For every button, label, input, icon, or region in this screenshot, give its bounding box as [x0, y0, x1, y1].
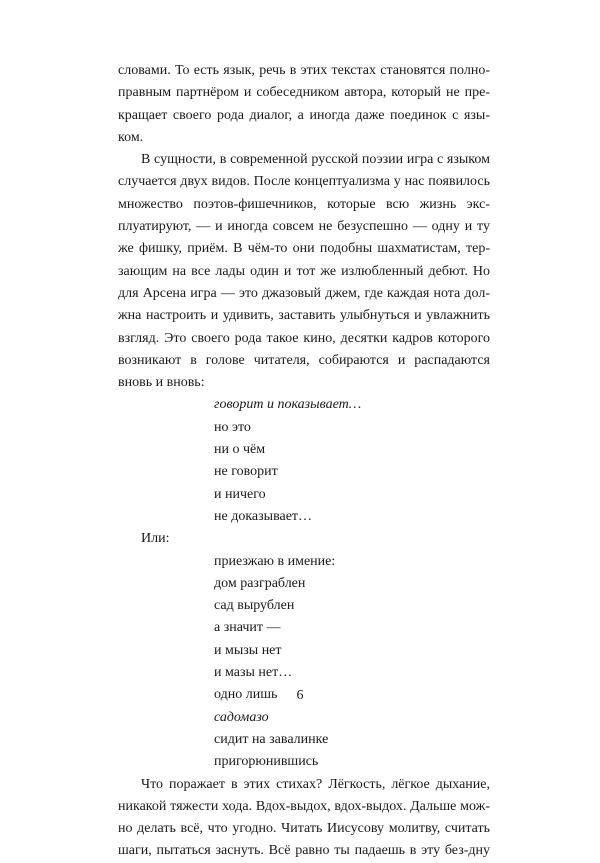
- text-line: для Арсена игра — это джазовый джем, где каждая нота дол-: [118, 285, 490, 301]
- text-line: же фишку, приём. В чём-то они подобны шахматистам, тер-: [118, 241, 490, 257]
- poem-1: [118, 394, 490, 528]
- text-line: правным партнёром и собеседником автора, который не пре-: [118, 85, 490, 101]
- text-line: шаги, пытаться заснуть. Всё равно ты падаешь в эту без-дну: [118, 843, 490, 859]
- text-line: случается двух видов. После концептуализма у нас появилось: [118, 174, 490, 190]
- poem-line: не говорит: [214, 464, 278, 480]
- poem-line: но это: [214, 419, 251, 435]
- poem-line: и мызы нет: [214, 642, 282, 658]
- or-label: Или:: [141, 531, 170, 547]
- poem-line: одно лишь: [214, 687, 278, 703]
- poem-line: садомазо: [214, 709, 269, 725]
- poem-line: а значит —: [214, 620, 281, 636]
- poem-line: и ничего: [214, 486, 266, 502]
- text-line: никакой тяжести хода. Вдох-выдох, вдох-выдох. Дальше мож-: [118, 798, 490, 814]
- poem-line: пригорюнившись: [214, 754, 319, 770]
- paragraph-1: [118, 60, 490, 149]
- body-text: [118, 60, 490, 863]
- paragraph-3: [118, 774, 490, 863]
- text-line: взгляд. Это своего рода такое кино, десятки кадров которого: [118, 330, 490, 346]
- text-line: кращает своего рода диалог, а иногда даже поединок с язы-: [118, 107, 490, 123]
- text-line: Что поражает в этих стихах? Лёгкость, лёгкое дыхание,: [141, 776, 490, 792]
- text-line: вновь и вновь:: [118, 375, 205, 391]
- text-line: ком.: [118, 129, 144, 145]
- poem-line: сад вырублен: [214, 598, 295, 614]
- text-line: но делать всё, что угодно. Читать Иисусову молитву, считать: [118, 821, 490, 837]
- text-line: возникают в голове читателя, собираются и распадаются: [118, 352, 490, 368]
- poem-line: сидит на завалинке: [214, 731, 329, 747]
- text-line: В сущности, в современной русской поэзии игра с языком: [141, 152, 490, 168]
- poem-2: [118, 551, 490, 774]
- paragraph-2: [118, 149, 490, 394]
- poem-line: говорит и показывает…: [214, 397, 362, 413]
- poem-line: и мазы нет…: [214, 665, 293, 681]
- text-line: множество поэтов-фишечников, которые всю жизнь экс-: [118, 196, 490, 212]
- text-line: жна настроить и удивить, заставить улыбнуться и увлажнить: [118, 308, 490, 324]
- text-line: словами. То есть язык, речь в этих текстах становятся полно-: [118, 63, 490, 78]
- poem-line: дом разграблен: [214, 575, 306, 591]
- poem-line: не доказывает…: [214, 508, 313, 524]
- page-number: 6: [296, 688, 304, 703]
- text-line: зающим на все лады один и тот же излюбленный дебют. Но: [118, 263, 490, 279]
- poem-line: приезжаю в имение:: [214, 553, 336, 569]
- poem-line: ни о чём: [214, 442, 266, 458]
- text-line: плуатируют, — и иногда совсем не безуспешно — одну и ту: [118, 219, 490, 235]
